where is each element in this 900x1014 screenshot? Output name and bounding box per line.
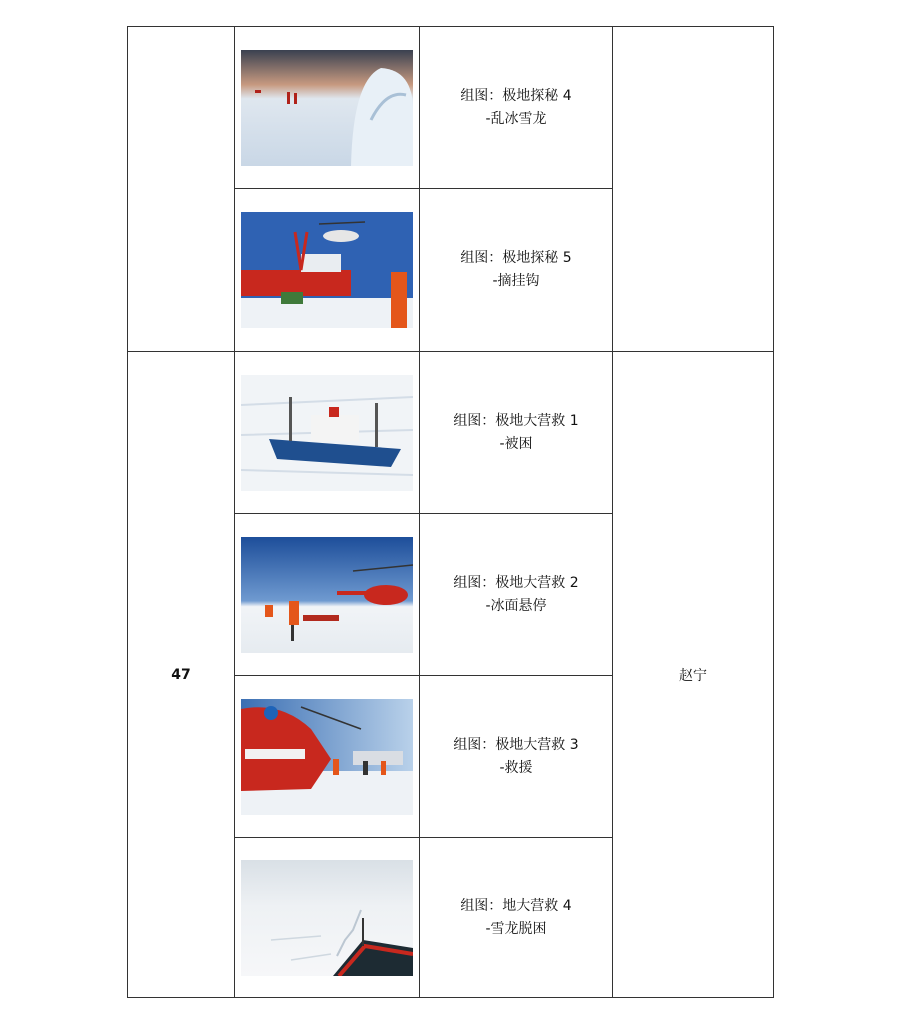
caption-cell (420, 27, 613, 189)
photo-cell (235, 676, 420, 838)
caption-line2: -被困 (499, 435, 533, 452)
caption-line2: -乱冰雪龙 (485, 110, 547, 127)
caption-line2: -雪龙脱困 (485, 920, 547, 937)
caption-cell (420, 189, 613, 352)
caption-line1: 组图：极地探秘 4 (460, 87, 572, 104)
number-cell-empty (128, 27, 235, 352)
caption-line1: 组图：极地大营救 1 (453, 412, 579, 429)
caption-cell (420, 676, 613, 838)
photo-cell (235, 27, 420, 189)
photo-cell (235, 514, 420, 676)
ship-bow-ice-photo (241, 860, 413, 976)
author-name: 赵宁 (613, 352, 774, 998)
caption-line2: -冰面悬停 (485, 597, 547, 614)
ice-ridge-photo (241, 50, 413, 166)
caption-cell (420, 514, 613, 676)
caption-line1: 组图：地大营救 4 (460, 897, 572, 914)
caption-cell (420, 352, 613, 514)
caption-cell (420, 838, 613, 998)
caption-line1: 组图：极地大营救 2 (453, 574, 579, 591)
caption-line1: 组图：极地大营救 3 (453, 736, 579, 753)
entry-number: 47 (128, 352, 235, 998)
trapped-ship-photo (241, 375, 413, 491)
caption-line1: 组图：极地探秘 5 (460, 250, 572, 266)
ship-helicopter-photo (241, 212, 413, 328)
photo-cell (235, 189, 420, 352)
rescue-crew-photo (241, 699, 413, 815)
works-table (127, 26, 774, 998)
author-cell-empty (613, 27, 774, 352)
caption-line2: -救援 (499, 759, 533, 776)
hovering-helicopter-photo (241, 537, 413, 653)
caption-line2: -摘挂钩 (492, 273, 540, 289)
photo-cell (235, 838, 420, 998)
photo-cell (235, 352, 420, 514)
